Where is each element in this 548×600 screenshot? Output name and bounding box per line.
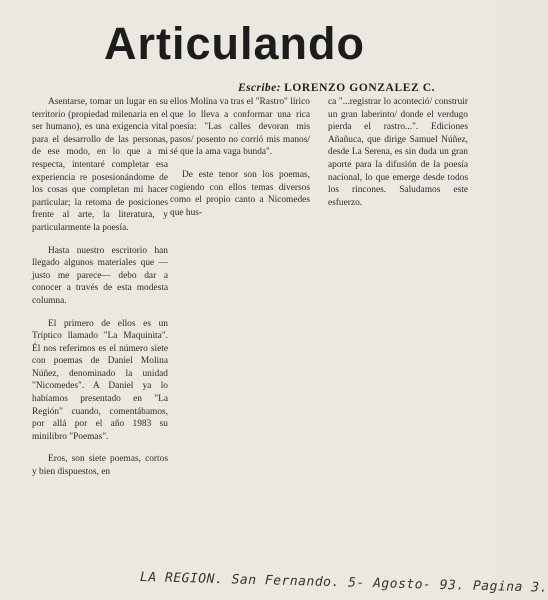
author-name: LORENZO GONZALEZ C. [284, 82, 436, 94]
column-2-paragraph: ellos Molina va tras el "Rastro" lírico que lo lleva a conformar una rica poesía: "Las calles devoran mis pasos/ posento no corrió mis manos/ sé que la ama vaga bunda". [170, 97, 310, 158]
byline-prefix: Escribe: [238, 82, 281, 94]
article-byline [238, 82, 435, 94]
column-2-paragraph: De este tenor son los poemas, cogiendo con ellos temas diversos como el propio canto a Nicomedes que hus- [170, 169, 310, 218]
article-column-3 [328, 96, 468, 219]
column-1-paragraph: Eros, son siete poemas, cortos y bien dispuestos, en [32, 454, 168, 478]
column-1-paragraph: Hasta nuestro escritorio han llegado algunos materiales que —justo me parece— debo dar a conocer a través de esta modesta columna. [32, 245, 168, 306]
column-1-paragraph: Asentarse, tomar un lugar en su territorio (propiedad milenaria en el ser humano), es una exigencia vital para el desarrollo de las personas, de ese modo, en lo que a mi respecta, intentaré completar esa experiencia re posesionándome de los cosas que completan mi hacer particular; la retoma de posiciones frente al arte, la literatura, y particularmente la poesía. [32, 97, 168, 233]
article-column-1 [32, 96, 168, 489]
article-headline: Articulando [104, 18, 366, 69]
article-column-2 [170, 96, 310, 229]
handwritten-source-note: LA REGION. San Fernando. 5- Agosto- 93. Pagina 3. [139, 570, 548, 596]
column-1-paragraph: El primero de ellos es un Tríptico llamado "La Maquinita". Él nos referimos es el número siete con poemas de Daniel Molina Núñez, denominado la unidad "Nicomedes". A Daniel ya lo habíamos presentado en "La Región" cuando, comentábamos, por allá por el año 1983 su minilibro "Poemas". [32, 318, 168, 442]
column-3-paragraph: ca "...registrar lo aconteció/ construir un gran laberinto/ donde el verdugo pierda el rastro...". Ediciones Añañuca, que dirige Samuel Núñez, desde La Serena, es sin duda un gran aporte para la difusión de la poesía nacional, lo que emerge desde todos los rincones. Saludamos este esfuerzo. [328, 97, 468, 208]
